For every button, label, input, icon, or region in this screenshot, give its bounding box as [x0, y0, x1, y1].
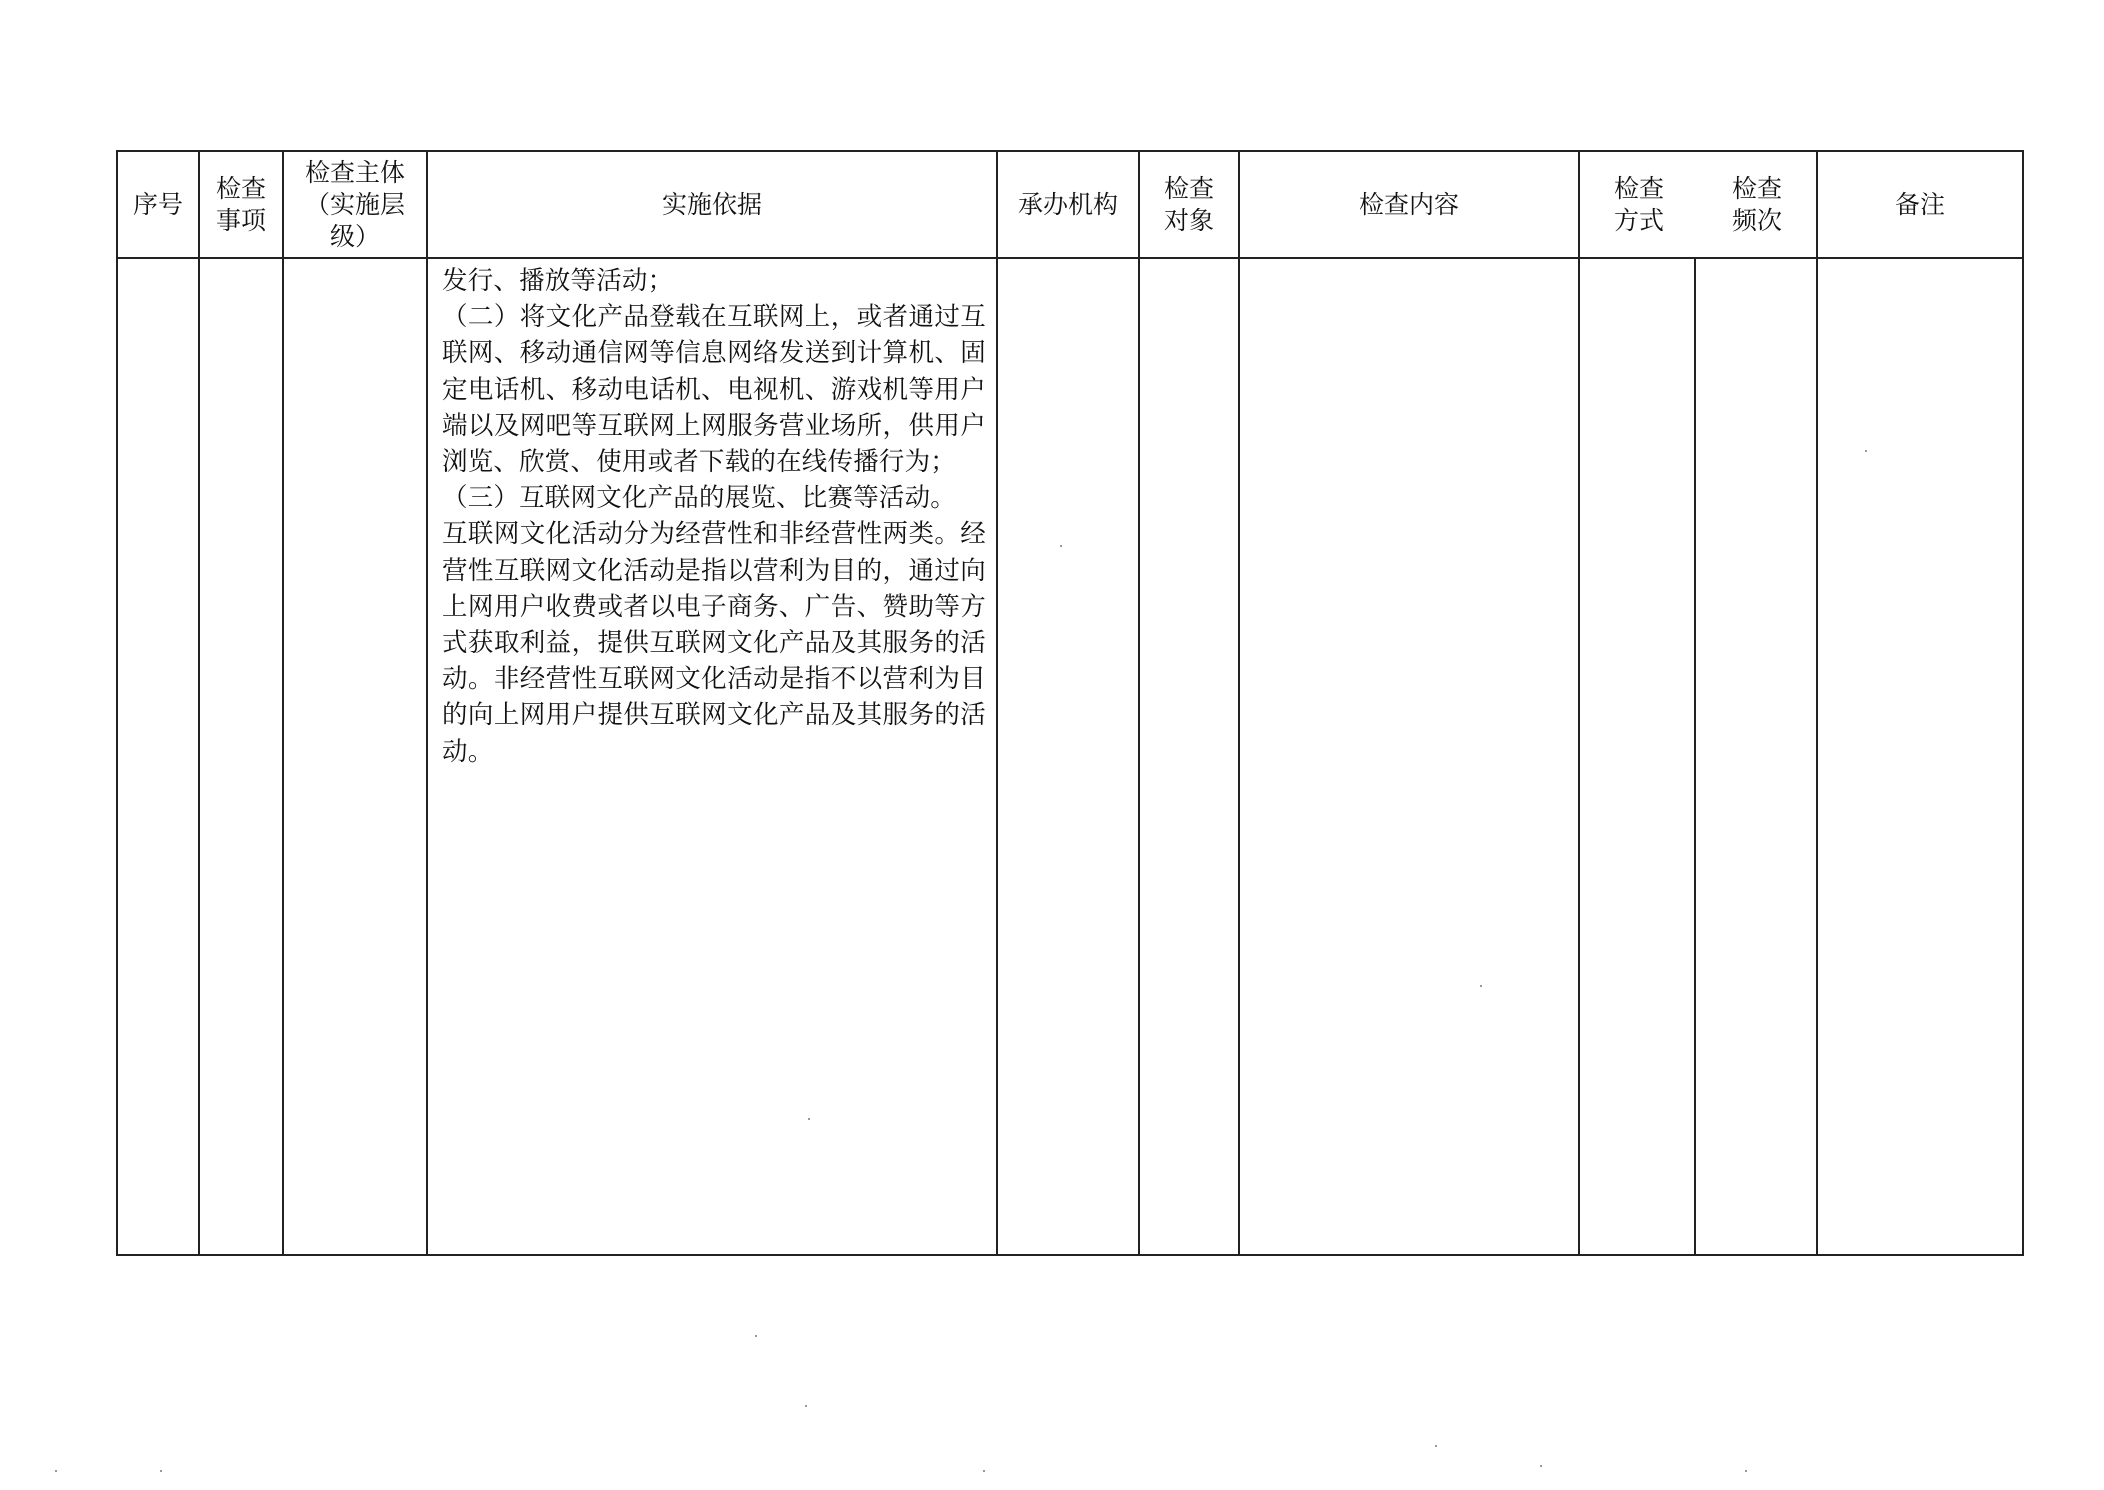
header-seq: 序号 [117, 151, 199, 258]
scan-speck [55, 1470, 57, 1472]
basis-paragraph: 互联网文化活动分为经营性和非经营性两类。经营性互联网文化活动是指以营利为目的，通过向上网用户收费或者以电子商务、广告、赞助等方式获取利益，提供互联网文化产品及其服务的活动。非经营性互联网文化活动是指不以营利为目的向上网用户提供互联网文化产品及其服务的活动。 [442, 519, 986, 767]
scan-speck [1435, 1445, 1437, 1447]
cell-item [199, 258, 283, 1255]
scan-speck [1865, 450, 1867, 452]
cell-seq [117, 258, 199, 1255]
scan-speck [1540, 1465, 1542, 1467]
cell-subject [283, 258, 427, 1255]
header-row [117, 151, 2023, 258]
header-method: 检查 方式 [1613, 173, 1664, 235]
scan-speck [160, 1470, 162, 1472]
table-row [117, 258, 2023, 1255]
scan-speck [1745, 1470, 1747, 1472]
header-target: 检查 对象 [1139, 151, 1239, 258]
cell-agency [997, 258, 1139, 1255]
basis-paragraph: （三）互联网文化产品的展览、比赛等活动。 [442, 483, 957, 514]
scan-speck [755, 1335, 757, 1337]
scan-speck [1480, 985, 1482, 987]
header-content: 检查内容 [1239, 151, 1579, 258]
scan-speck [983, 1470, 985, 1472]
scan-speck [808, 1118, 810, 1120]
inspection-table [116, 150, 2024, 1256]
header-subject: 检查主体 （实施层 级） [283, 151, 427, 258]
basis-text [428, 259, 996, 770]
basis-paragraph: 发行、播放等活动； [442, 266, 674, 296]
scan-speck [1060, 545, 1062, 547]
header-item: 检查 事项 [199, 151, 283, 258]
cell-target [1139, 258, 1239, 1255]
cell-basis [427, 258, 997, 1255]
header-agency: 承办机构 [997, 151, 1139, 258]
basis-paragraph: （二）将文化产品登载在互联网上，或者通过互联网、移动通信网等信息网络发送到计算机、固定电话机、移动电话机、电视机、游戏机等用户端以及网吧等互联网上网服务营业场所，供用户浏览、欣赏、使用或者下载的在线传播行为； [442, 302, 986, 478]
cell-remarks [1817, 258, 2023, 1255]
header-frequency: 检查 频次 [1731, 173, 1782, 235]
cell-method-frequency [1579, 258, 1817, 1255]
scan-speck [805, 1405, 807, 1407]
header-remarks: 备注 [1817, 151, 2023, 258]
header-basis: 实施依据 [427, 151, 997, 258]
header-method-frequency [1579, 151, 1817, 258]
cell-content [1239, 258, 1579, 1255]
